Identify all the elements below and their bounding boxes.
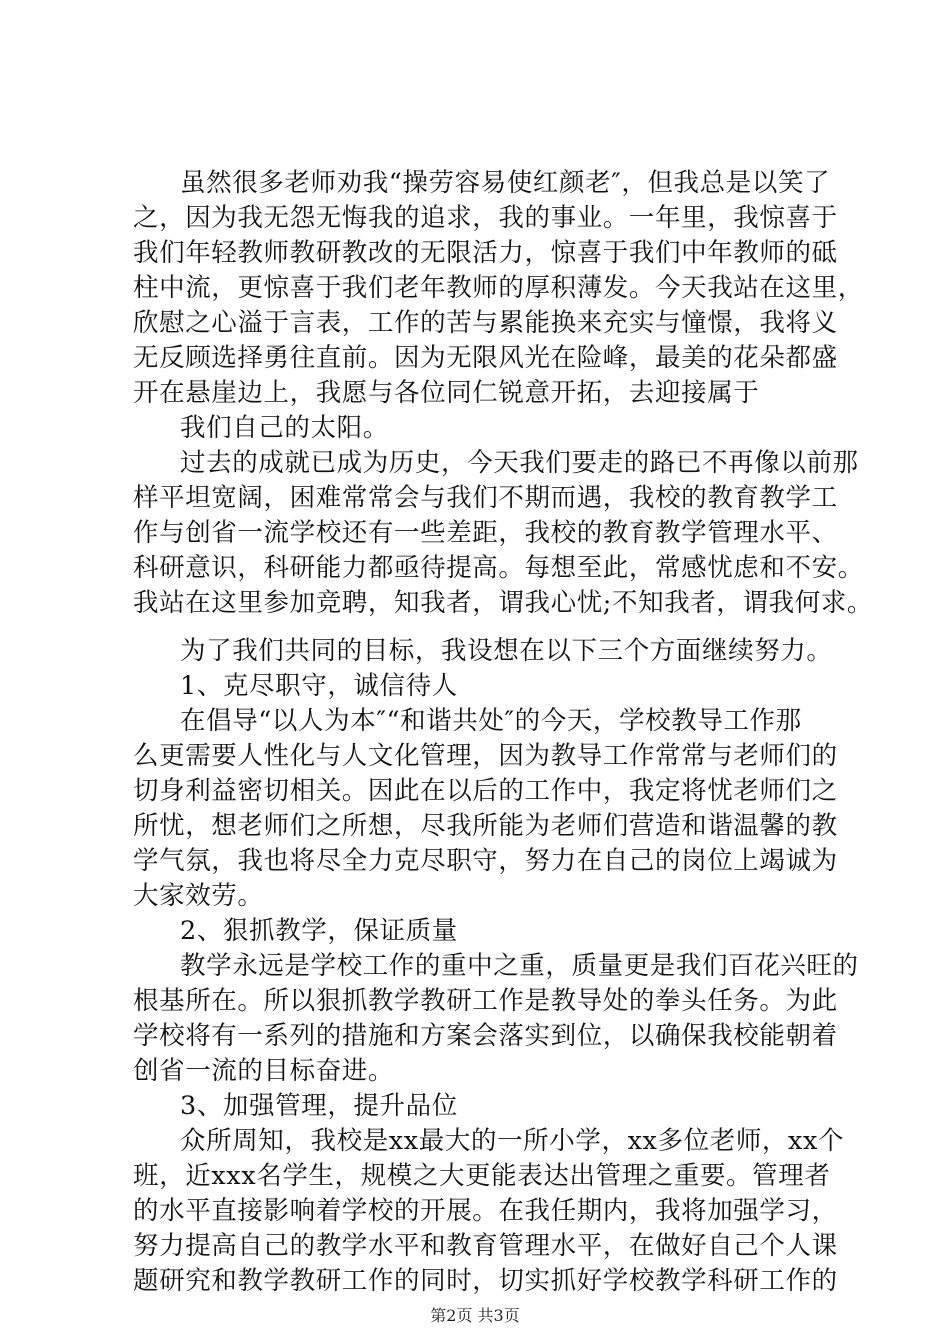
paragraph-line: 我们自己的太阳。 [180, 413, 389, 443]
paragraph-line: 的水平直接影响着学校的开展。在我任期内，我将加强学习， [133, 1196, 838, 1226]
section-heading: 2、狠抓教学，保证质量 [180, 916, 458, 946]
paragraph-line: 无反顾选择勇往直前。因为无限风光在险峰，最美的花朵都盛 [133, 343, 838, 373]
paragraph-line: 教学永远是学校工作的重中之重，质量更是我们百花兴旺的 [180, 951, 859, 981]
paragraph-line: 作与创省一流学校还有一些差距，我校的教育教学管理水平、 [133, 518, 838, 548]
paragraph-line: 科研意识，科研能力都亟待提高。每想至此，常感忧虑和不安。 [133, 553, 864, 583]
paragraph-line: 我站在这里参加竞聘，知我者，谓我心忧;不知我者，谓我何求。 [133, 588, 873, 618]
paragraph-line: 学校将有一系列的措施和方案会落实到位，以确保我校能朝着 [133, 1021, 838, 1051]
paragraph-line: 创省一流的目标奋进。 [133, 1056, 395, 1086]
paragraph-line: 虽然很多老师劝我“操劳容易使红颜老″，但我总是以笑了 [180, 168, 831, 198]
paragraph-line: 班，近xxx名学生，规模之大更能表达出管理之重要。管理者 [133, 1161, 831, 1191]
paragraph-line: 学气氛，我也将尽全力克尽职守，努力在自己的岗位上竭诚为 [133, 846, 838, 876]
paragraph-line: 之，因为我无怨无悔我的追求，我的事业。一年里，我惊喜于 [133, 203, 838, 233]
paragraph-line: 欣慰之心溢于言表，工作的苦与累能换来充实与憧憬，我将义 [133, 308, 838, 338]
paragraph-line: 众所周知，我校是xx最大的一所小学，xx多位老师，xx个 [180, 1126, 845, 1156]
section-heading: 1、克尽职守，诚信待人 [180, 671, 458, 701]
paragraph-line: 过去的成就已成为历史，今天我们要走的路已不再像以前那 [180, 448, 859, 478]
paragraph-line: 大家效劳。 [133, 881, 264, 911]
paragraph-line: 题研究和教学教研工作的同时，切实抓好学校教学科研工作的 [133, 1266, 838, 1296]
paragraph-line: 努力提高自己的教学水平和教育管理水平，在做好自己个人课 [133, 1231, 838, 1261]
paragraph-line: 切身利益密切相关。因此在以后的工作中，我定将忧老师们之 [133, 776, 838, 806]
paragraph-line: 么更需要人性化与人文化管理，因为教导工作常常与老师们的 [133, 741, 838, 771]
paragraph-line: 在倡导“以人为本″“和谐共处″的今天，学校教导工作那 [180, 706, 802, 736]
section-heading: 3、加强管理，提升品位 [180, 1091, 458, 1121]
paragraph-line: 我们年轻教师教研教改的无限活力，惊喜于我们中年教师的砥 [133, 238, 838, 268]
paragraph-line: 根基所在。所以狠抓教学教研工作是教导处的拳头任务。为此 [133, 986, 838, 1016]
paragraph-line: 样平坦宽阔，困难常常会与我们不期而遇，我校的教育教学工 [133, 483, 838, 513]
paragraph-line: 为了我们共同的目标，我设想在以下三个方面继续努力。 [180, 636, 833, 666]
page-number-footer: 第2页 共3页 [430, 1306, 520, 1325]
paragraph-line: 柱中流，更惊喜于我们老年教师的厚积薄发。今天我站在这里， [133, 273, 864, 303]
paragraph-line: 开在悬崖边上，我愿与各位同仁锐意开拓，去迎接属于 [133, 378, 760, 408]
paragraph-line: 所忧，想老师们之所想，尽我所能为老师们营造和谐温馨的教 [133, 811, 838, 841]
